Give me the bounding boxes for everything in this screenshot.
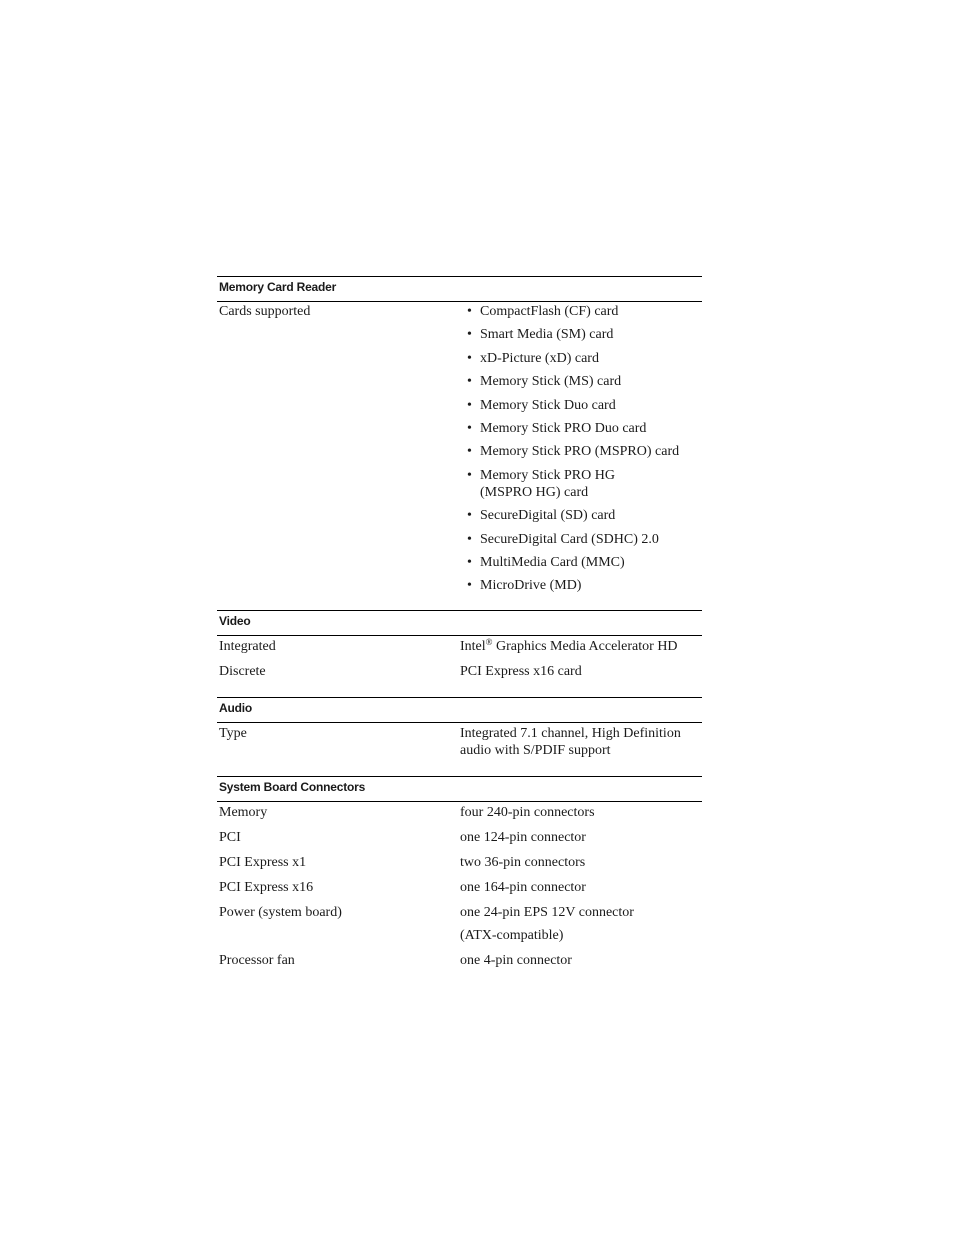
spec-value: Intel® Graphics Media Accelerator HD xyxy=(460,637,678,655)
list-item: • SecureDigital Card (SDHC) 2.0 xyxy=(467,531,659,547)
spec-row-type xyxy=(217,725,702,759)
list-item: • xD-Picture (xD) card xyxy=(467,350,599,366)
spec-value: PCI Express x16 card xyxy=(460,664,582,680)
list-item: • Memory Stick (MS) card xyxy=(467,374,622,390)
spec-label: Cards supported xyxy=(219,304,311,319)
specifications-table xyxy=(217,276,702,969)
spec-row-pci-express-x1 xyxy=(217,854,702,871)
spec-label: Memory xyxy=(219,805,268,821)
spec-label: Type xyxy=(219,726,247,742)
list-item: • CompactFlash (CF) card xyxy=(467,304,619,319)
list-item: • MultiMedia Card (MMC) xyxy=(467,554,625,570)
spec-row-pci xyxy=(217,829,702,846)
spec-value: one 124-pin connector xyxy=(460,830,586,846)
spec-row-integrated xyxy=(217,638,702,655)
spec-value: one 164-pin connector xyxy=(460,880,586,896)
section-heading-memory-card-reader: Memory Card Reader xyxy=(217,276,702,302)
spec-label: Power (system board) xyxy=(219,905,342,921)
section-memory-card-reader xyxy=(217,302,702,610)
spec-value xyxy=(460,303,702,594)
spec-label: Processor fan xyxy=(219,953,295,969)
spec-row-power-system-board xyxy=(217,904,702,944)
spec-row-discrete xyxy=(217,663,702,680)
spec-label: PCI xyxy=(219,830,241,846)
list-item: • SecureDigital (SD) card xyxy=(467,508,616,524)
spec-label: Discrete xyxy=(219,664,266,680)
spec-label: Integrated xyxy=(219,639,276,655)
spec-value: two 36-pin connectors xyxy=(460,855,586,871)
list-item: • Memory Stick PRO HG (MSPRO HG) card xyxy=(467,467,615,500)
spec-row-cards-supported xyxy=(217,303,702,594)
list-item: • Memory Stick Duo card xyxy=(467,397,616,413)
section-video xyxy=(217,636,702,697)
spec-row-processor-fan xyxy=(217,952,702,969)
spec-row-memory xyxy=(217,804,702,821)
spec-value: Integrated 7.1 channel, High Definition audio with S/PDIF support xyxy=(460,726,681,759)
spec-value: one 24-pin EPS 12V connector (ATX-compatible) xyxy=(460,905,634,944)
section-heading-system-board-connectors: System Board Connectors xyxy=(217,776,702,802)
section-audio xyxy=(217,723,702,776)
section-heading-video: Video xyxy=(217,610,702,636)
spec-row-pci-express-x16 xyxy=(217,879,702,896)
card-list xyxy=(463,303,702,594)
spec-value: one 4-pin connector xyxy=(460,953,572,969)
section-heading-audio: Audio xyxy=(217,697,702,723)
list-item: • MicroDrive (MD) xyxy=(467,578,582,594)
spec-label: PCI Express x1 xyxy=(219,855,307,871)
section-system-board-connectors xyxy=(217,802,702,969)
list-item: • Memory Stick PRO Duo card xyxy=(467,420,647,436)
spec-value: four 240-pin connectors xyxy=(460,805,595,821)
list-item: • Smart Media (SM) card xyxy=(467,327,614,343)
spec-label: PCI Express x16 xyxy=(219,880,314,896)
list-item: • Memory Stick PRO (MSPRO) card xyxy=(467,444,680,460)
